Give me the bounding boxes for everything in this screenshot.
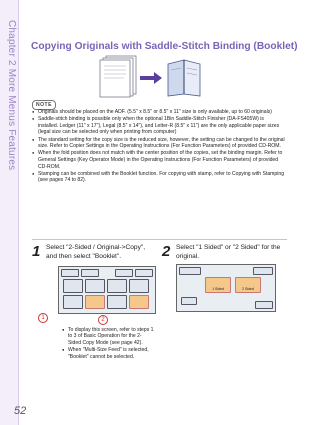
control-panel-screen-step2: [176, 264, 276, 312]
note-item: ● Originals should be placed on the ADF. (5.5" x 8.5" or 8.5" x 11" size is only available, up to 60 originals): [32, 109, 285, 116]
screen-tab: [115, 269, 133, 277]
step-number: 2: [162, 243, 171, 260]
two-sided-option: [85, 295, 105, 309]
screen-tab: [135, 269, 153, 277]
booklet-illustration: [96, 54, 206, 98]
callout-1: 1: [38, 313, 48, 323]
screen-tab: [179, 267, 201, 275]
original-stack-icon: [100, 56, 136, 97]
screen-option: [255, 301, 273, 309]
arrow-right-icon: [140, 72, 162, 84]
note-label: NOTE: [32, 100, 56, 110]
section-divider: [32, 239, 287, 240]
note-item: ● Saddle-stitch binding is possible only when the optional 1Bin Saddle-Stitch Finisher (DA-FS405W) is installed. Ledger (11" x 17"), Legal (8.5" x 14"), and Letter-R (8.5" x 11") are the only applicable paper sizes (legal size can be selected only when printing from computer): [32, 116, 285, 136]
chapter-sidebar: [0, 0, 19, 425]
screen-tab: [253, 267, 273, 275]
two-sided-option: 2 Sided: [235, 277, 261, 293]
note-item: ● Stamping can be combined with the Booklet function. For copying with stamp, refer to Copying with Stamping (see pages 74 to 82).: [32, 171, 285, 184]
one-sided-option: 1 Sided: [205, 277, 231, 293]
screen-option: [63, 279, 83, 293]
note-item: ● When the fold position does not match with the center position of the copies, set the binding margin. Refer to General Settings (Key Operator Mode) in the Operating Instructions (For Function Parameters) of provided CD-ROM.: [32, 150, 285, 170]
screen-option: [107, 295, 127, 309]
callout-2: 2: [98, 315, 108, 325]
note-item: ● The standard setting for the copy size is the reduced size, however, the setting can be changed to the original size. Refer to Copier Settings in the Operating Instructions (For Function Parameters) of provided CD-ROM.: [32, 137, 285, 150]
screen-tab: [81, 269, 99, 277]
chapter-title: Chapter 2 More Menus Features: [6, 20, 17, 171]
screen-option: [107, 279, 127, 293]
page-title: Copying Originals with Saddle-Stitch Binding (Booklet): [31, 41, 298, 52]
page-number: 52: [14, 405, 27, 417]
step-instruction: Select "1 Sided" or "2 Sided" for the original.: [176, 244, 281, 260]
step-note: ● When "Multi-Size Feed" is selected, "Booklet" cannot be selected.: [62, 347, 154, 360]
note-list: [32, 109, 285, 185]
control-panel-screen-step1: [58, 266, 156, 314]
screen-tab: [61, 269, 79, 277]
booklet-icon: [168, 60, 200, 96]
screen-option: [129, 279, 149, 293]
booklet-option: [129, 295, 149, 309]
step-instruction: Select "2-Sided / Original->Copy", and then select "Booklet".: [46, 244, 146, 260]
step1-notes: [62, 327, 154, 361]
step-number: 1: [32, 243, 41, 260]
screen-option: [85, 279, 105, 293]
screen-option: [181, 297, 197, 305]
screen-option: [63, 295, 83, 309]
step-note: ● To display this screen, refer to steps 1 to 3 of Basic Operation for the 2-Sided Copy Mode (see page 42).: [62, 327, 154, 346]
